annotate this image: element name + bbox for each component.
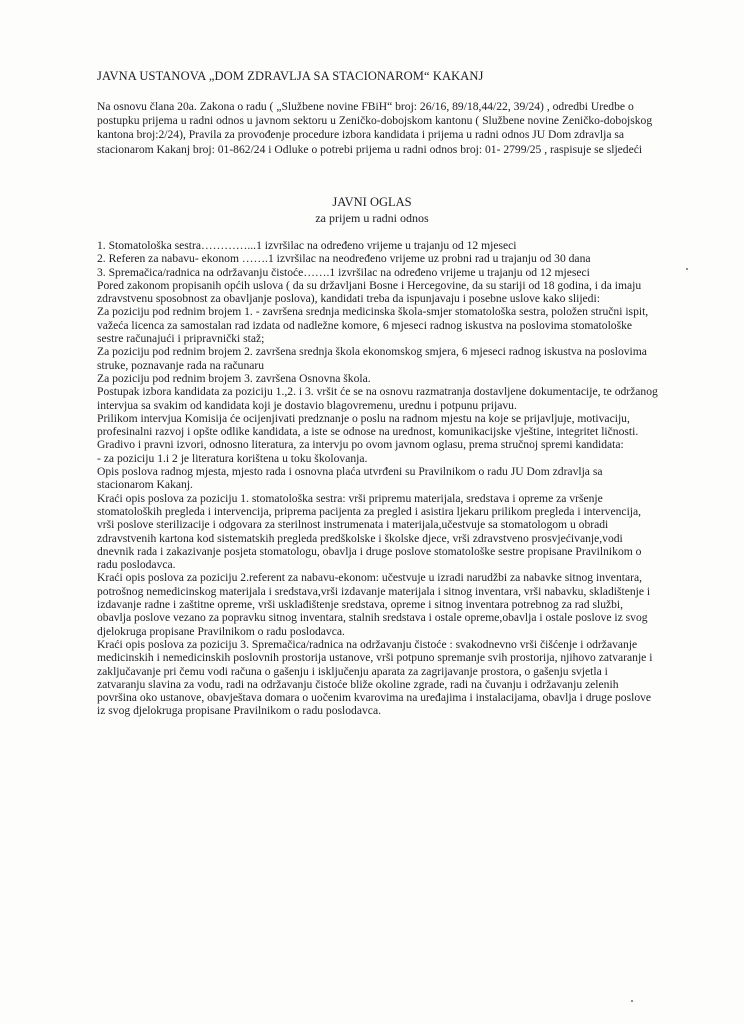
duties-position-2: Kraći opis poslova za poziciju 2.referent za nabavu-ekonom: učestvuje u izradi narudžbi za nabavke sitnog inventara, potrošnog nemedicinskog materijala i sredstava,vrši izdavanje materijala i sitnog inventara, vrši nabavku, skladištenje i izdavanje radne i zaštitne opreme, vrši usklađištenje sredstava, opreme i sitnog inventara potrebnog za rad službi, obavlja poslove vezano za popravku sitnog inventara, stalnih sredstava i ostale opreme,obavlja i ostale poslove iz svog djelokruga propisane Pravilnikom o radu poslodavca. — [97, 571, 651, 638]
requirements-position-1: Za poziciju pod rednim brojem 1. - završena srednja medicinska škola-smjer stomatološka sestra, položen stručni ispit, važeća licenca za samostalan rad izdata od nadležne komore, 6 mjeseci radnog iskustva na poslovima stomatološke sestre računajući i pripravnički staž; — [97, 305, 649, 346]
literature-item: - za poziciju 1.i 2 je literatura korištena u toku školovanja. — [97, 451, 368, 465]
interview-paragraph: Prilikom intervjua Komisija će ocijenjivati predznanje o poslu na radnom mjestu na koje se prijavljuje, motivaciju, profesinalni razvoj i opšte odlike kandidata, a iste se odnose na urednost, komunikacijske vještine, integritet ličnosti. — [97, 411, 639, 439]
position-3-line: 3. Spremačica/radnica na održavanju čistoće…….1 izvršilac na određeno vrijeme u trajanju od 12 mjeseci — [97, 265, 590, 279]
position-2-line: 2. Referen za nabavu- ekonom …….1 izvršilac na neodređeno vrijeme uz probni rad u trajanju od 30 dana — [97, 252, 591, 266]
intro-paragraph: Na osnovu člana 20a. Zakona o radu ( „Službene novine FBiH“ broj: 26/16, 89/18,44/22, 39/24) , odredbi Uredbe o postupku prijema u radni odnos u javnom sektoru u Zeničko-dobojskom kantonu ( Službene novine Zeničko-dobojskog kantona broj:2/24), Pravila za provođenje procedure izbora kandidata i prijema u radni odnos JU Dom zdravlja sa stacionarom Kakanj broj: 01-862/24 i Odluke o potrebi prijema u radni odnos broj: 01- 2799/25 , raspisuje se sljedeći — [97, 100, 653, 156]
requirements-position-2: Za poziciju pod rednim brojem 2. završena srednja škola ekonomskog smjera, 6 mjeseci radnog iskustva na poslovima struke, poznavanje rada na računaru — [97, 345, 647, 372]
scan-speck — [686, 268, 688, 270]
document-subtitle: za prijem u radni odnos — [315, 211, 429, 225]
document-title: JAVNI OGLAS — [332, 195, 412, 209]
duties-position-3: Kraći opis poslova za poziciju 3. Spremačica/radnica na održavanju čistoće : svakodnevno vrši čišćenje i održavanje medicinskih i nemedicinskih poslovnih prostorija ustanove, vrši potpuno spremanje svih prostorija, njihovo zatvaranje i zaključavanje pri čemu vodi računa o gašenju i isključenju aparata za zagrijavanje prostora, o gašenju svjetla i zatvaranju slavina za vodu, radi na održavanju čistoće bliže okoline zgrade, radi na čuvanju i održavanju zelenih površina oko ustanove, obavještava domara o uočenim kvarovima na uređajima i instalacijama, obavlja i druge poslove iz svog djelokruga propisane Pravilnikom o radu poslodavca. — [97, 637, 653, 718]
document-body — [97, 239, 659, 718]
literature-paragraph: Gradivo i pravni izvori, odnosno literatura, za intervju po ovom javnom oglasu, prema stručnoj spremi kandidata: — [97, 438, 624, 452]
job-description-paragraph: Opis poslova radnog mjesta, mjesto rada i osnovna plaća utvrđeni su Pravilnikom o radu JU Dom zdravlja sa stacionarom Kakanj. — [97, 465, 603, 492]
general-conditions-paragraph: Pored zakonom propisanih općih uslova ( da su državljani Bosne i Hercegovine, da su stariji od 18 godina, i da imaju zdravstvenu sposobnost za obavljanje poslova), kandidati treba da ispunjavaju i posebne uslove kako slijedi: — [97, 278, 642, 306]
position-1-line: 1. Stomatološka sestra…………...1 izvršilac na određeno vrijeme u trajanju od 12 mjeseci — [97, 239, 517, 252]
institution-header: JAVNA USTANOVA „DOM ZDRAVLJA SA STACIONAROM“ KAKANJ — [97, 69, 484, 83]
selection-procedure-paragraph: Postupak izbora kandidata za poziciju 1.,2. i 3. vršit će se na osnovu razmatranja dostavljene dokumentacije, te održanog intervjua sa svakim od kandidata koji je dostavio blagovremenu, urednu i potpunu prijavu. — [97, 385, 658, 412]
scan-speck — [631, 1000, 633, 1002]
duties-position-1: Kraći opis poslova za poziciju 1. stomatološka sestra: vrši pripremu materijala, sredstava i opreme za vršenje stomatoloških pregleda i intervencija, priprema pacijenta za pregled i asistira ljekaru prilikom pregleda i intervencija, vrši poslove sterilizacije i odgovara za sterilnost instrumenata i materijala,učestvuje sa stomatologom u obradi zdravstvenih kartona kod sistematskih pregleda predškolske i školske djece, vrši zdravstveno prosvjećivanje,vodi dnevnik rada i zakazivanje posjeta stomatologu, obavlja i druge poslove stomatološke sestre propisane Pravilnikom o radu poslodavca. — [97, 491, 642, 572]
requirements-position-3: Za poziciju pod rednim brojem 3. završena Osnovna škola. — [97, 371, 371, 385]
